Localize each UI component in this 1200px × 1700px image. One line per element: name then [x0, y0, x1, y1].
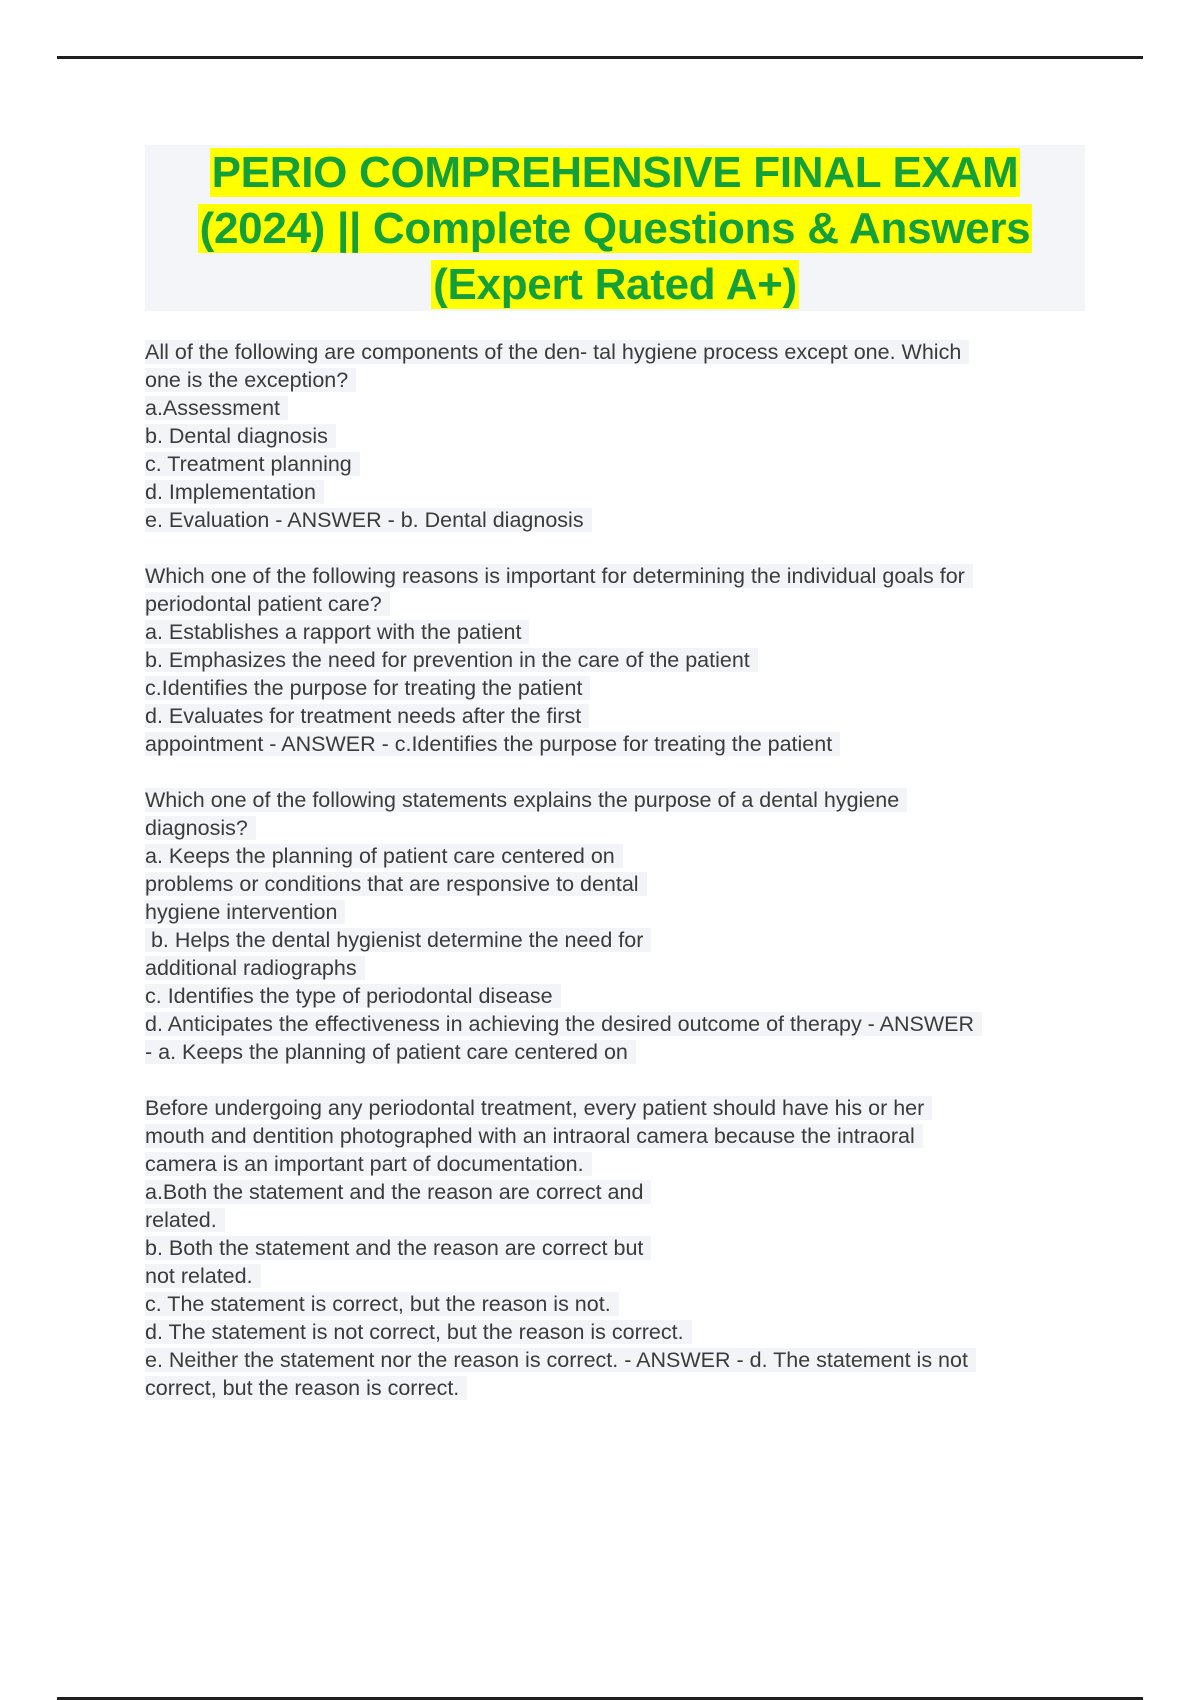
- question-text: All of the following are components of the den- tal hygiene process except one. Which: [145, 338, 1085, 366]
- question-block-2: [145, 562, 1085, 758]
- answer-option-with-answer: e. Evaluation - ANSWER - b. Dental diagnosis: [145, 506, 1085, 534]
- top-horizontal-rule: [57, 56, 1143, 59]
- answer-option: a. Establishes a rapport with the patient: [145, 618, 1085, 646]
- answer-option: b. Both the statement and the reason are correct but: [145, 1234, 1085, 1262]
- question-text: one is the exception?: [145, 366, 1085, 394]
- answer-option: d. The statement is not correct, but the reason is correct.: [145, 1318, 1085, 1346]
- answer-option: d. Evaluates for treatment needs after the first: [145, 702, 1085, 730]
- answer-option-with-answer: e. Neither the statement nor the reason is correct. - ANSWER - d. The statement is not: [145, 1346, 1085, 1374]
- answer-option: hygiene intervention: [145, 898, 1085, 926]
- title-line-1: PERIO COMPREHENSIVE FINAL EXAM: [211, 148, 1019, 197]
- answer-option-with-answer: d. Anticipates the effectiveness in achieving the desired outcome of therapy - ANSWER: [145, 1010, 1085, 1038]
- question-text: diagnosis?: [145, 814, 1085, 842]
- question-text: periodontal patient care?: [145, 590, 1085, 618]
- answer-option: a.Assessment: [145, 394, 1085, 422]
- answer-option-with-answer: appointment - ANSWER - c.Identifies the purpose for treating the patient: [145, 730, 1085, 758]
- answer-option: related.: [145, 1206, 1085, 1234]
- answer-option: b. Dental diagnosis: [145, 422, 1085, 450]
- answer-option: a.Both the statement and the reason are correct and: [145, 1178, 1085, 1206]
- answer-option: b. Helps the dental hygienist determine the need for: [145, 926, 1085, 954]
- question-text: Which one of the following reasons is important for determining the individual goals for: [145, 562, 1085, 590]
- answer-option: a. Keeps the planning of patient care centered on: [145, 842, 1085, 870]
- question-block-4: [145, 1094, 1085, 1402]
- answer-option: c. Treatment planning: [145, 450, 1085, 478]
- answer-option: c.Identifies the purpose for treating the patient: [145, 674, 1085, 702]
- question-block-3: [145, 786, 1085, 1066]
- question-text: camera is an important part of documentation.: [145, 1150, 1085, 1178]
- answer-text: correct, but the reason is correct.: [145, 1374, 1085, 1402]
- answer-option: additional radiographs: [145, 954, 1085, 982]
- answer-option: c. The statement is correct, but the reason is not.: [145, 1290, 1085, 1318]
- answer-option: c. Identifies the type of periodontal disease: [145, 982, 1085, 1010]
- question-text: Before undergoing any periodontal treatment, every patient should have his or her: [145, 1094, 1085, 1122]
- question-text: Which one of the following statements explains the purpose of a dental hygiene: [145, 786, 1085, 814]
- title-line-3: (Expert Rated A+): [433, 260, 797, 309]
- answer-option: not related.: [145, 1262, 1085, 1290]
- answer-text: - a. Keeps the planning of patient care centered on: [145, 1038, 1085, 1066]
- question-block-1: [145, 338, 1085, 534]
- answer-option: d. Implementation: [145, 478, 1085, 506]
- question-text: mouth and dentition photographed with an intraoral camera because the intraoral: [145, 1122, 1085, 1150]
- answer-option: problems or conditions that are responsive to dental: [145, 870, 1085, 898]
- title-line-2: (2024) || Complete Questions & Answers: [199, 204, 1031, 253]
- answer-option: b. Emphasizes the need for prevention in the care of the patient: [145, 646, 1085, 674]
- document-title: [145, 145, 1085, 311]
- document-body: [145, 338, 1085, 1430]
